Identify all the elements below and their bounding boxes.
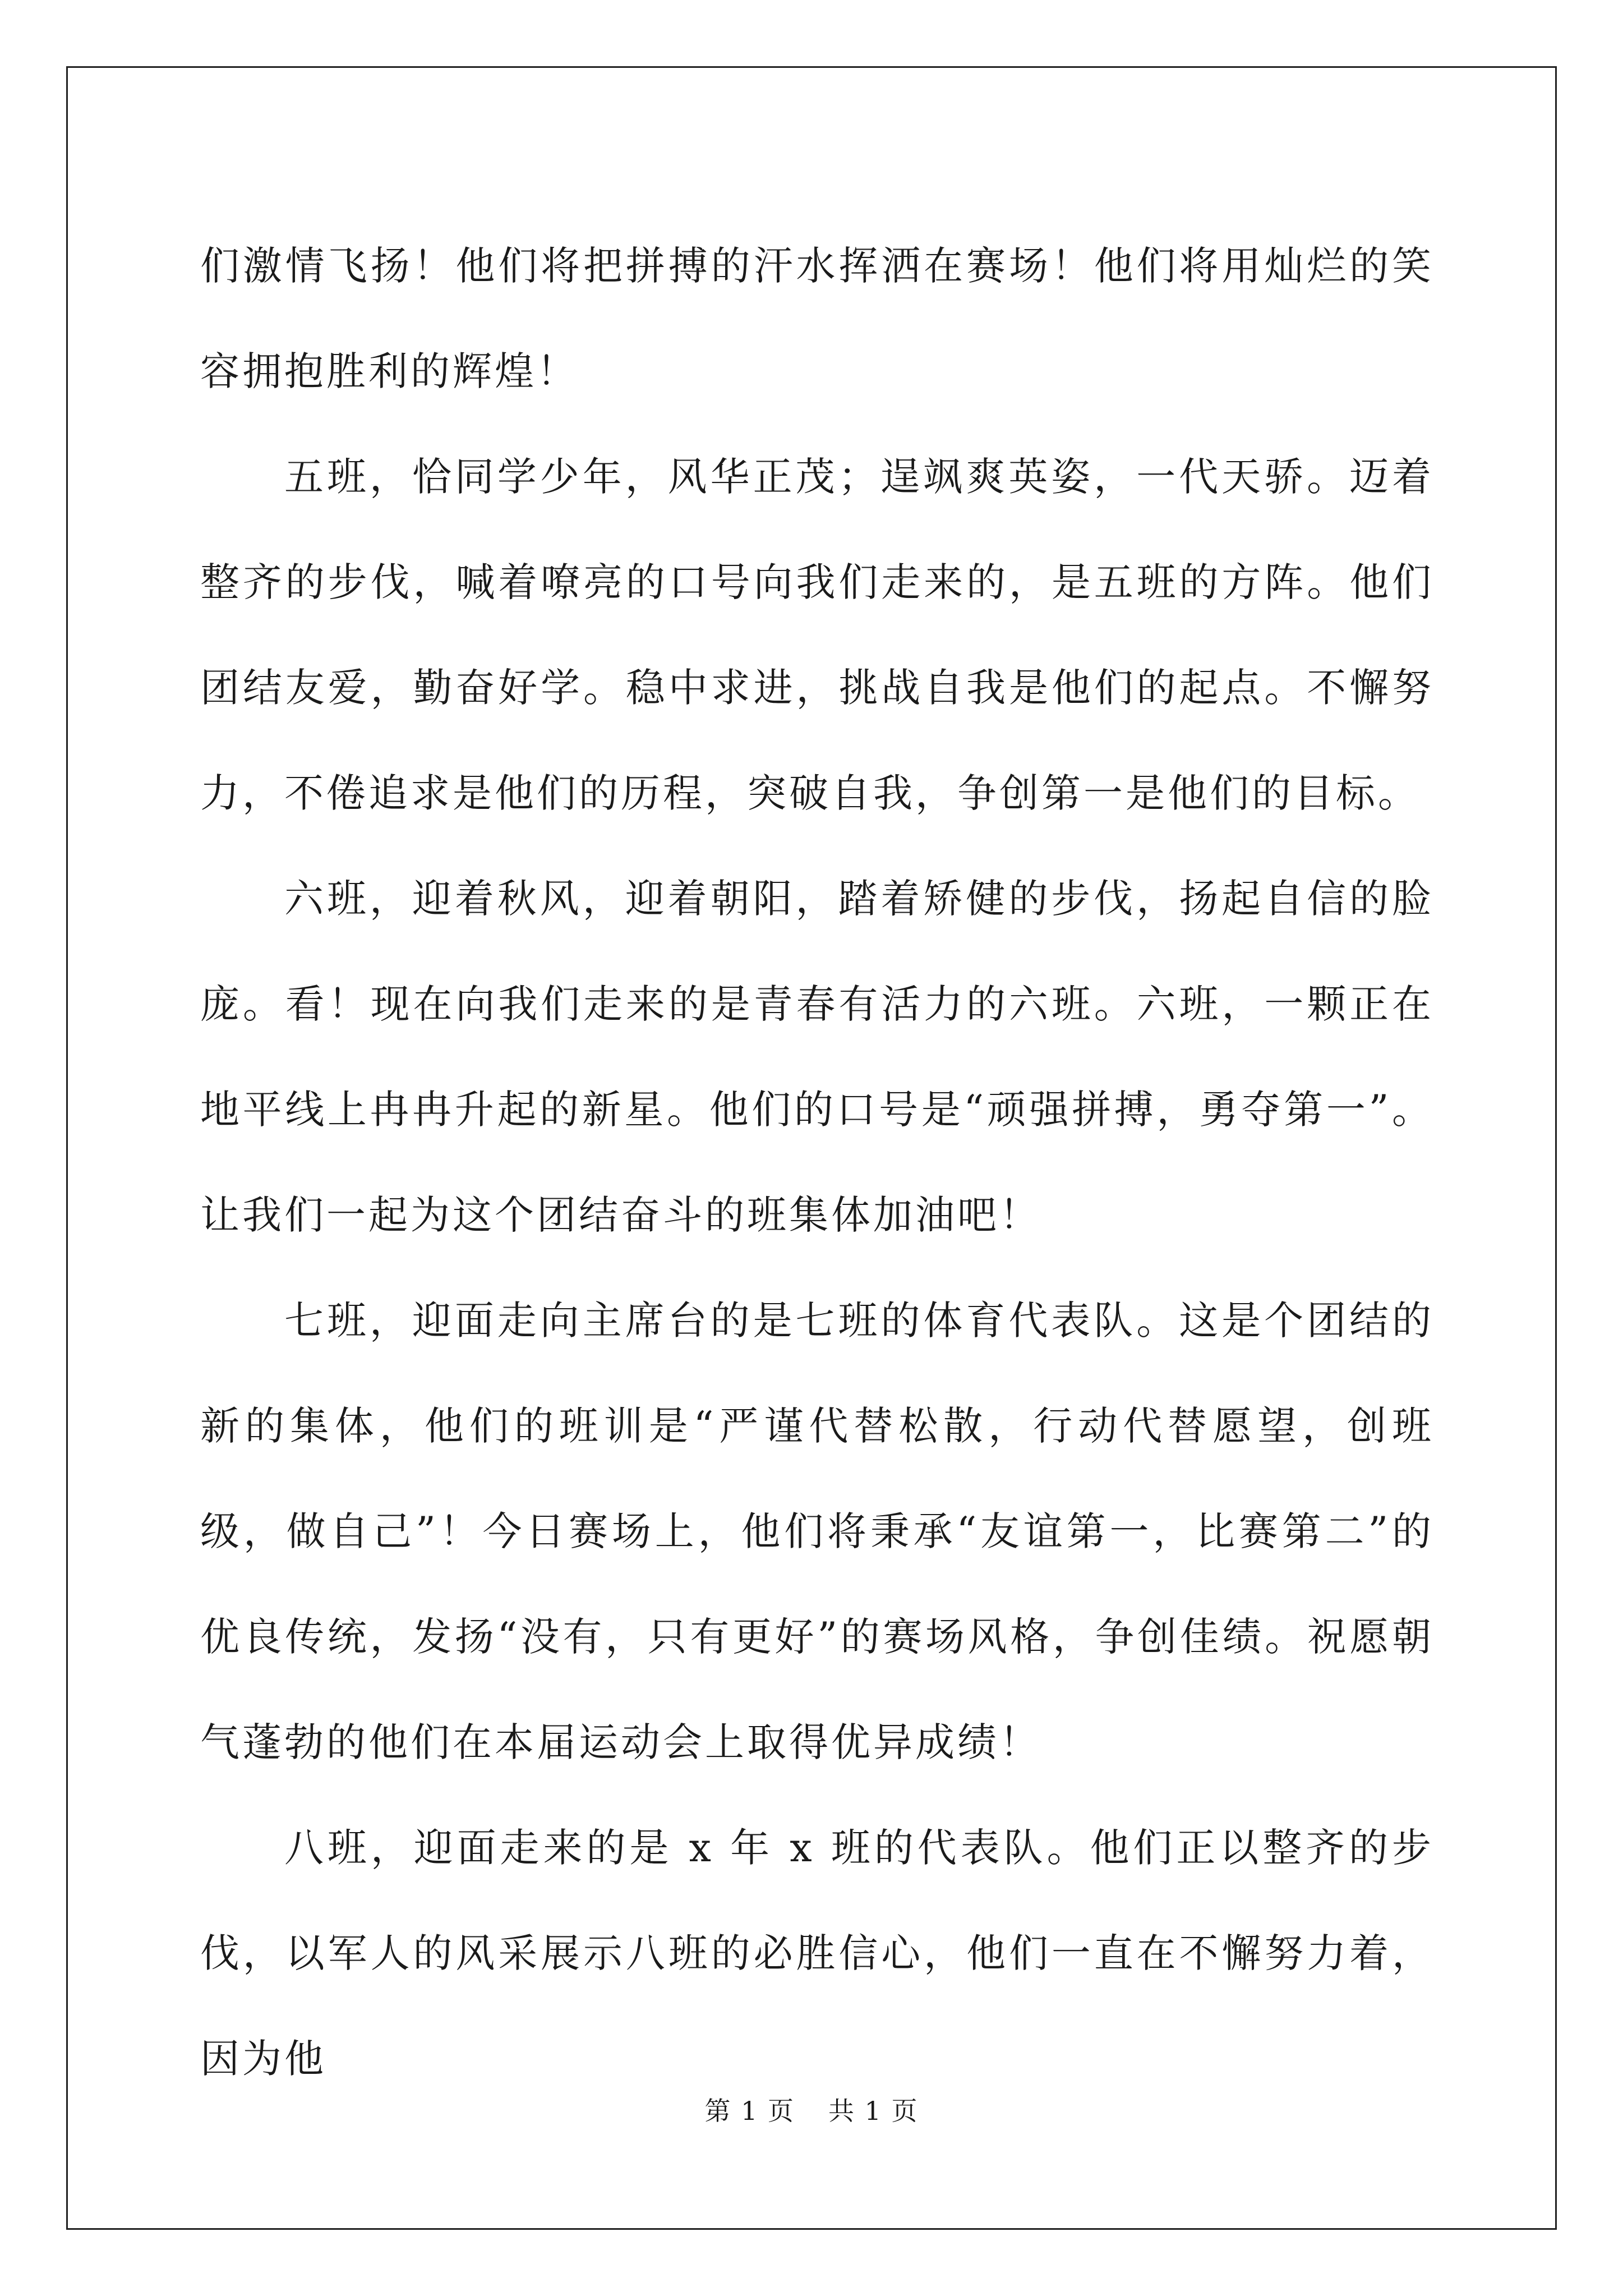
page-total: 共 1 页 — [828, 2096, 919, 2126]
paragraph-2: 五班，恰同学少年，风华正茂；逞飒爽英姿，一代天骄。迈着整齐的步伐，喊着嘹亮的口号向我们走来的，是五班的方阵。他们团结友爱，勤奋好学。稳中求进，挑战自我是他们的起点。不懈努力，不倦追求是他们的历程，突破自我，争创第一是他们的目标。 — [200, 454, 1434, 816]
page-footer — [0, 2094, 1623, 2128]
document-body — [200, 213, 1434, 2111]
page-number: 第 1 页 — [704, 2096, 795, 2126]
paragraph-1: 们激情飞扬！他们将把拼搏的汗水挥洒在赛场！他们将用灿烂的笑容拥抱胜利的辉煌！ — [200, 243, 1434, 394]
paragraph-5: 八班，迎面走来的是 x 年 x 班的代表队。他们正以整齐的步伐，以军人的风采展示八班的必胜信心，他们一直在不懈努力着，因为他 — [200, 1825, 1434, 2082]
paragraph-3: 六班，迎着秋风，迎着朝阳，踏着矫健的步伐，扬起自信的脸庞。看！现在向我们走来的是青春有活力的六班。六班，一颗正在地平线上冉冉升起的新星。他们的口号是“顽强拼搏，勇夺第一”。让我们一起为这个团结奋斗的班集体加油吧！ — [200, 876, 1434, 1238]
paragraph-4: 七班，迎面走向主席台的是七班的体育代表队。这是个团结的新的集体，他们的班训是“严谨代替松散，行动代替愿望，创班级，做自己”！今日赛场上，他们将秉承“友谊第一，比赛第二”的优良传统，发扬“没有，只有更好”的赛场风格，争创佳绩。祝愿朝气蓬勃的他们在本届运动会上取得优异成绩！ — [200, 1297, 1434, 1765]
